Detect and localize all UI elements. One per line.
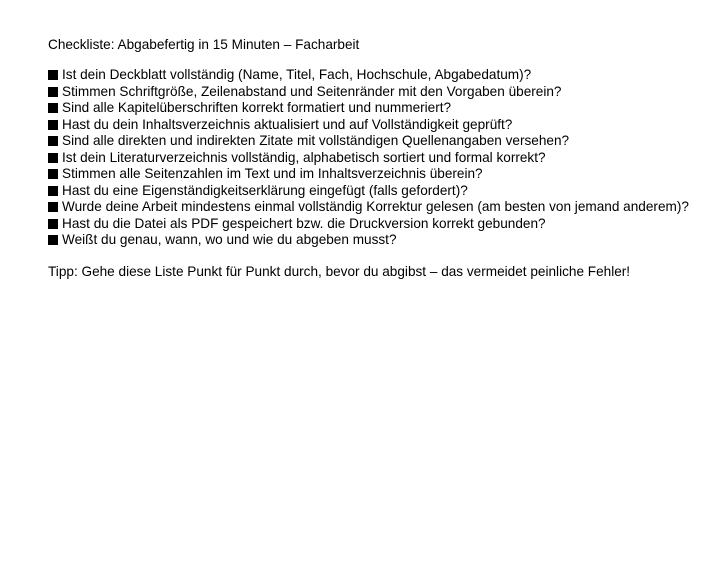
checklist-item-text: Stimmen Schriftgröße, Zeilenabstand und Seitenränder mit den Vorgaben überein? bbox=[62, 83, 562, 99]
checklist-item-text: Sind alle direkten und indirekten Zitate mit vollständigen Quellenangaben versehen? bbox=[62, 133, 570, 148]
checklist-item-text: Ist dein Deckblatt vollständig (Name, Titel, Fach, Hochschule, Abgabedatum)? bbox=[62, 67, 532, 82]
checklist-item bbox=[48, 183, 718, 200]
square-bullet-icon bbox=[48, 169, 58, 179]
checklist-item-text: Wurde deine Arbeit mindestens einmal vollständig Korrektur gelesen (am besten von jemand anderem)? bbox=[62, 199, 689, 214]
square-bullet-icon bbox=[48, 120, 58, 130]
checklist-item bbox=[48, 232, 718, 249]
checklist-item-text: Hast du die Datei als PDF gespeichert bzw. die Druckversion korrekt gebunden? bbox=[62, 215, 546, 231]
document-title: Checkliste: Abgabefertig in 15 Minuten – Facharbeit bbox=[48, 37, 360, 52]
square-bullet-icon bbox=[48, 87, 58, 97]
square-bullet-icon bbox=[48, 219, 58, 229]
square-bullet-icon bbox=[48, 70, 58, 80]
checklist-item-text: Hast du eine Eigenständigkeitserklärung eingefügt (falls gefordert)? bbox=[62, 182, 468, 198]
square-bullet-icon bbox=[48, 202, 58, 212]
checklist-item bbox=[48, 216, 718, 233]
checklist-item-text: Ist dein Literaturverzeichnis vollständig, alphabetisch sortiert und formal korrekt? bbox=[62, 149, 546, 165]
checklist-item bbox=[48, 67, 718, 84]
checklist bbox=[48, 67, 718, 249]
checklist-item bbox=[48, 84, 718, 101]
checklist-item bbox=[48, 199, 718, 216]
checklist-item-text: Weißt du genau, wann, wo und wie du abgeben musst? bbox=[62, 232, 397, 247]
square-bullet-icon bbox=[48, 103, 58, 113]
square-bullet-icon bbox=[48, 136, 58, 146]
checklist-item-text: Stimmen alle Seitenzahlen im Text und im Inhaltsverzeichnis überein? bbox=[62, 166, 483, 181]
checklist-item-text: Sind alle Kapitelüberschriften korrekt formatiert und nummeriert? bbox=[62, 100, 452, 115]
tip-text: Tipp: Gehe diese Liste Punkt für Punkt durch, bevor du abgibst – das vermeidet peinliche Fehler! bbox=[48, 263, 631, 279]
checklist-item bbox=[48, 166, 718, 183]
checklist-item bbox=[48, 117, 718, 134]
checklist-item bbox=[48, 133, 718, 150]
square-bullet-icon bbox=[48, 235, 58, 245]
checklist-item-text: Hast du dein Inhaltsverzeichnis aktualisiert und auf Vollständigkeit geprüft? bbox=[62, 116, 513, 132]
checklist-item bbox=[48, 150, 718, 167]
document-page bbox=[48, 36, 718, 293]
square-bullet-icon bbox=[48, 153, 58, 163]
checklist-item bbox=[48, 100, 718, 117]
square-bullet-icon bbox=[48, 186, 58, 196]
